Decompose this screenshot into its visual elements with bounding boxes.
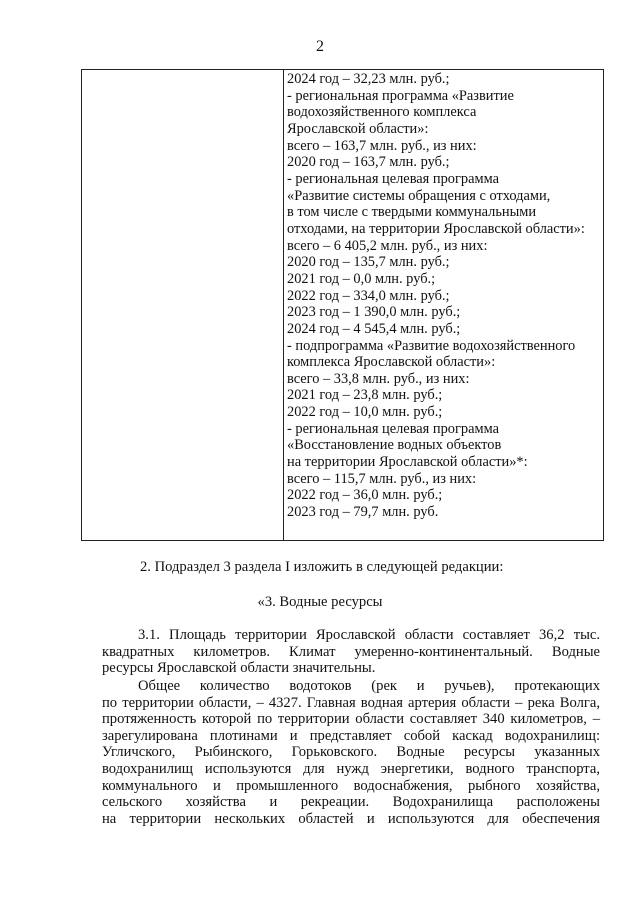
funding-line: - региональная целевая программа bbox=[287, 420, 499, 437]
funding-line: 2022 год – 334,0 млн. руб.; bbox=[287, 287, 450, 304]
funding-line: всего – 33,8 млн. руб., из них: bbox=[287, 370, 470, 387]
funding-line: в том числе с твердыми коммунальными bbox=[287, 204, 537, 221]
funding-line: «Развитие системы обращения с отходами, bbox=[287, 187, 551, 204]
funding-line: всего – 6 405,2 млн. руб., из них: bbox=[287, 237, 488, 254]
funding-line: всего – 163,7 млн. руб., из них: bbox=[287, 137, 477, 154]
paragraph-line: Угличского, Рыбинского, Горьковского. Водные ресурсы указанных bbox=[102, 744, 600, 761]
table-column-divider bbox=[283, 70, 284, 540]
funding-line: - подпрограмма «Развитие водохозяйственного bbox=[287, 337, 576, 354]
funding-line: 2024 год – 32,23 млн. руб.; bbox=[287, 71, 450, 87]
funding-line: комплекса Ярославской области»: bbox=[287, 354, 496, 371]
funding-line: 2023 год – 1 390,0 млн. руб.; bbox=[287, 304, 461, 321]
funding-line: «Восстановление водных объектов bbox=[287, 437, 502, 454]
funding-line: водохозяйственного комплекса bbox=[287, 104, 477, 121]
funding-line: отходами, на территории Ярославской области»: bbox=[287, 220, 585, 237]
paragraph-line: сельского хозяйства и рекреации. Водохранилища расположены bbox=[102, 794, 600, 811]
page-number: 2 bbox=[316, 38, 324, 55]
funding-line: Ярославской области»: bbox=[287, 120, 429, 137]
paragraph-line: водохранилищ используются для нужд энергетики, водного транспорта, bbox=[102, 760, 600, 777]
funding-line: на территории Ярославской области»*: bbox=[287, 454, 528, 471]
funding-line: 2021 год – 0,0 млн. руб.; bbox=[287, 270, 436, 287]
paragraph-water-courses bbox=[102, 678, 600, 827]
funding-table bbox=[81, 69, 604, 541]
paragraph-3-1 bbox=[102, 627, 600, 677]
amendment-instruction: 2. Подраздел 3 раздела I изложить в следующей редакции: bbox=[140, 559, 504, 575]
funding-line: 2021 год – 23,8 млн. руб.; bbox=[287, 387, 443, 404]
funding-line: 2020 год – 135,7 млн. руб.; bbox=[287, 254, 450, 271]
paragraph-line: на территории нескольких областей и используются для обеспечения bbox=[102, 810, 600, 827]
funding-line: всего – 115,7 млн. руб., из них: bbox=[287, 470, 477, 487]
funding-line: - региональная программа «Развитие bbox=[287, 87, 514, 104]
funding-line: 2022 год – 36,0 млн. руб.; bbox=[287, 487, 443, 504]
paragraph-line: по территории области, – 4327. Главная водная артерия области – река Волга, bbox=[102, 694, 600, 711]
funding-line: 2022 год – 10,0 млн. руб.; bbox=[287, 404, 443, 421]
paragraph-line: квадратных километров. Климат умеренно-континентальный. Водные bbox=[102, 643, 600, 660]
paragraph-line: протяженность которой по территории области составляет 340 километров, – bbox=[102, 711, 600, 728]
funding-line: 2020 год – 163,7 млн. руб.; bbox=[287, 154, 450, 171]
paragraph-line: ресурсы Ярославской области значительны. bbox=[102, 660, 376, 677]
funding-line: 2023 год – 79,7 млн. руб. bbox=[287, 504, 439, 521]
paragraph-line: Общее количество водотоков (рек и ручьев), протекающих bbox=[138, 678, 600, 694]
funding-line: 2024 год – 4 545,4 млн. руб.; bbox=[287, 320, 461, 337]
paragraph-line: 3.1. Площадь территории Ярославской области составляет 36,2 тыс. bbox=[138, 627, 600, 643]
funding-line: - региональная целевая программа bbox=[287, 170, 499, 187]
paragraph-line: коммунального и промышленного водоснабжения, рыбного хозяйства, bbox=[102, 777, 600, 794]
paragraph-line: зарегулирована плотинами и представляет собой каскад водохранилищ: bbox=[102, 727, 600, 744]
section-heading: «3. Водные ресурсы bbox=[257, 594, 383, 610]
funding-details-cell bbox=[287, 71, 599, 521]
